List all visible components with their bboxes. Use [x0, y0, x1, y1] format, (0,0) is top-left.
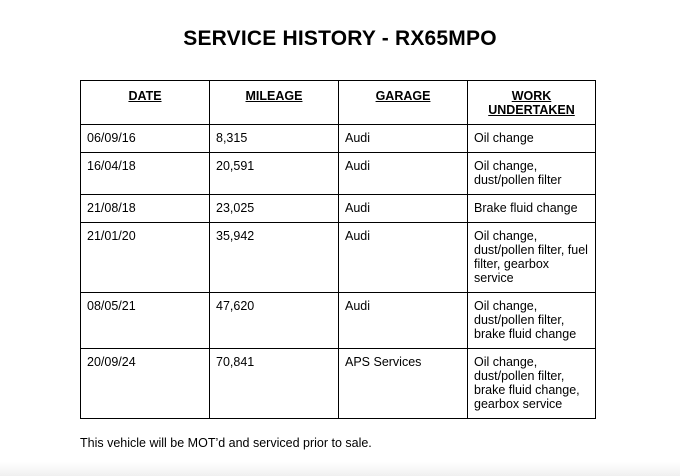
cell-garage: Audi — [339, 223, 468, 293]
cell-mileage: 23,025 — [210, 195, 339, 223]
cell-mileage: 47,620 — [210, 293, 339, 349]
header-mileage: MILEAGE — [210, 81, 339, 125]
cell-mileage: 8,315 — [210, 125, 339, 153]
table-row — [81, 349, 596, 419]
cell-mileage: 20,591 — [210, 153, 339, 195]
cell-date: 21/08/18 — [81, 195, 210, 223]
header-date: DATE — [81, 81, 210, 125]
cell-work: Oil change, dust/pollen filter, brake fluid change — [468, 293, 596, 349]
cell-date: 21/01/20 — [81, 223, 210, 293]
cell-garage: Audi — [339, 125, 468, 153]
service-history-table — [80, 80, 596, 419]
footer-note: This vehicle will be MOT’d and serviced prior to sale. — [80, 436, 372, 450]
table-row — [81, 223, 596, 293]
table-row — [81, 195, 596, 223]
cell-garage: Audi — [339, 195, 468, 223]
table-row — [81, 125, 596, 153]
cell-garage: APS Services — [339, 349, 468, 419]
page-bottom-edge — [0, 462, 680, 476]
cell-mileage: 35,942 — [210, 223, 339, 293]
table-header-row — [81, 81, 596, 125]
cell-garage: Audi — [339, 153, 468, 195]
cell-work: Brake fluid change — [468, 195, 596, 223]
cell-date: 16/04/18 — [81, 153, 210, 195]
cell-garage: Audi — [339, 293, 468, 349]
cell-work: Oil change, dust/pollen filter, brake fluid change, gearbox service — [468, 349, 596, 419]
cell-work: Oil change, dust/pollen filter, fuel filter, gearbox service — [468, 223, 596, 293]
cell-date: 08/05/21 — [81, 293, 210, 349]
page-title: SERVICE HISTORY - RX65MPO — [183, 27, 497, 50]
table-row — [81, 153, 596, 195]
header-work-undertaken: WORK UNDERTAKEN — [468, 81, 596, 125]
header-garage: GARAGE — [339, 81, 468, 125]
cell-date: 20/09/24 — [81, 349, 210, 419]
table-row — [81, 293, 596, 349]
cell-date: 06/09/16 — [81, 125, 210, 153]
cell-mileage: 70,841 — [210, 349, 339, 419]
cell-work: Oil change, dust/pollen filter — [468, 153, 596, 195]
cell-work: Oil change — [468, 125, 596, 153]
